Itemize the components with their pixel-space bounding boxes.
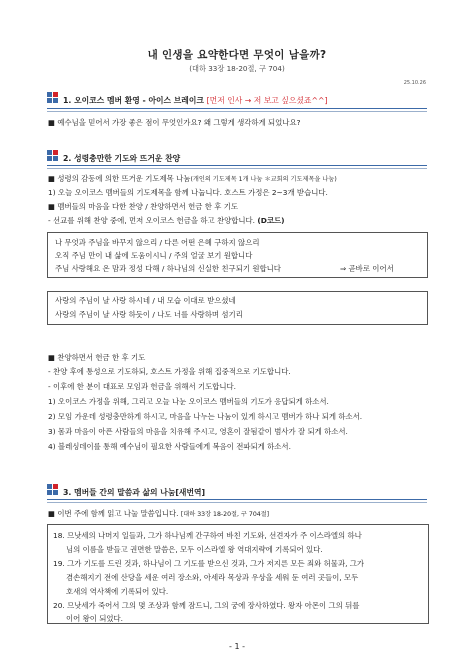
page-title: 내 인생을 요약한다면 무엇이 남을까? [147,49,327,61]
prayer-share-note: (개인의 기도제목 1개 나눔 ＊교회의 기도제목을 나눔) [190,176,337,183]
lyric-line: 오직 주님 만이 내 삶에 도움이시니 / 주의 얼굴 보기 원합니다 [55,251,253,260]
section-blocks-icon [47,92,58,103]
prayer-share-heading [48,173,337,184]
date-label: 25.10.26 [403,80,426,86]
section-1-number: 1. [63,96,72,105]
lyric-line: 사랑의 주님이 날 사랑 하듯이 / 나도 너를 사랑하며 섬기리 [55,310,243,319]
offering-instruction: - 선교를 위해 찬양 중에, 먼저 오이코스 헌금을 하고 찬양합니다. [48,216,255,225]
scripture-line: 님의 이름을 받들고 권면한 말씀은, 모두 이스라엘 왕 역대지략에 기록되어 있다. [66,545,323,554]
scripture-reference: [대하 33장 18-20절, 구 704절] [180,511,270,518]
section-1-note: [먼저 인사 → 저 보고 싶으셨죠^^] [206,96,328,105]
body-line: ■ 멤버들의 마음을 다한 찬양 / 찬양하면서 헌금 한 후 기도 [48,202,239,211]
body-line: - 이후에 한 분이 대표로 모임과 헌금을 위해서 기도합니다. [48,382,237,391]
section-2-title: 성령충만한 기도와 뜨거운 찬양 [74,154,181,163]
section-2-heading [63,153,180,164]
scripture-intro-text: ■ 이번 주에 함께 읽고 나눌 말씀입니다. [48,509,179,518]
prayer-share-label: ■ 성령의 감동에 의한 뜨거운 기도제목 나눔 [48,174,191,183]
lyric-line: 사랑의 주님이 날 사랑 하시네 / 내 모습 이대로 받으셨네 [55,296,236,305]
question-item: ■ 예수님을 믿어서 가장 좋은 점이 무엇인가요? 왜 그렇게 생각하게 되었나요? [48,118,301,127]
body-line: ■ 찬양하면서 헌금 한 후 기도 [48,353,146,362]
section-divider [47,111,427,112]
lyrics-continue-note: ⇒ 곧바로 이어서 [340,264,394,273]
section-divider [47,499,427,500]
section-divider [47,168,427,169]
body-line: 1) 오늘 오이코스 멤버들의 기도제목을 함께 나눕니다. 호스트 가정은 2~3개 받습니다. [48,188,328,197]
section-divider [47,502,427,503]
scripture-intro [48,508,269,519]
scripture-line: 이어 왕이 되었다. [66,614,124,623]
section-blocks-icon [47,484,58,495]
section-3-title-suffix: [새번역] [175,488,206,497]
prayer-item: 3) 몸과 마음이 아픈 사람들의 마음을 치유해 주시고, 영혼이 잘됨같이 범사가 잘 되게 하소서. [48,427,348,436]
section-3-heading [63,487,205,498]
prayer-item: 1) 오이코스 가정을 위해, 그리고 오늘 나눈 오이코스 멤버들의 기도가 응답되게 하소서. [48,397,329,406]
body-line: - 찬양 후에 통성으로 기도하되, 호스트 가정을 위해 집중적으로 기도합니다. [48,367,291,376]
section-1-title: 오이코스 멤버 환영 - 아이스 브레이크 [74,96,204,105]
lyric-line: 주님 사랑해요 온 맘과 정성 다해 / 하나님의 신실한 친구되기 원합니다 [55,264,281,273]
scripture-line: 겸손해지기 전에 산당을 세운 여러 장소와, 아세라 목상과 우상을 세워 둔 여러 곳들이, 모두 [66,573,359,582]
section-blocks-icon [47,150,58,161]
section-3-number: 3. [63,488,72,497]
page-subtitle: (대하 33장 18-20절, 구 704) [189,64,285,73]
section-1-heading [63,95,328,106]
section-divider [47,165,427,166]
lyric-line: 나 무엇과 주님을 바꾸지 않으리 / 다른 어떤 은혜 구하지 않으리 [55,238,260,247]
section-2-number: 2. [63,154,72,163]
page-number: - 1 - [229,642,245,651]
scripture-line: 20. 므낫세가 죽어서 그의 몇 조상과 함께 잠드니, 그의 궁에 장사하였다. 왕자 아몬이 그의 뒤를 [53,601,360,610]
section-3-title: 멤버들 간의 말씀과 삶의 나눔 [74,488,176,497]
body-line [48,215,285,226]
scripture-line: 18. 므낫세의 나머지 일들과, 그가 하나님께 간구하여 바친 기도와, 선견자가 주 이스라엘의 하나 [53,531,362,540]
chord-key: (D코드) [257,216,285,225]
prayer-item: 2) 모임 가운데 성령충만하게 하시고, 마음을 나누는 나눔이 있게 하시고 멤버가 하나 되게 하소서. [48,412,363,421]
scripture-line: 호새의 역사책에 기록되어 있다. [66,587,169,596]
scripture-line: 19. 그가 기도를 드린 것과, 하나님이 그 기도를 받으신 것과, 그가 저지른 모든 죄와 허물과, 그가 [53,559,365,568]
section-divider [47,108,427,109]
prayer-item: 4) 블레싱데이를 통해 예수님이 필요한 사람들에게 복음이 전파되게 하소서. [48,442,291,451]
